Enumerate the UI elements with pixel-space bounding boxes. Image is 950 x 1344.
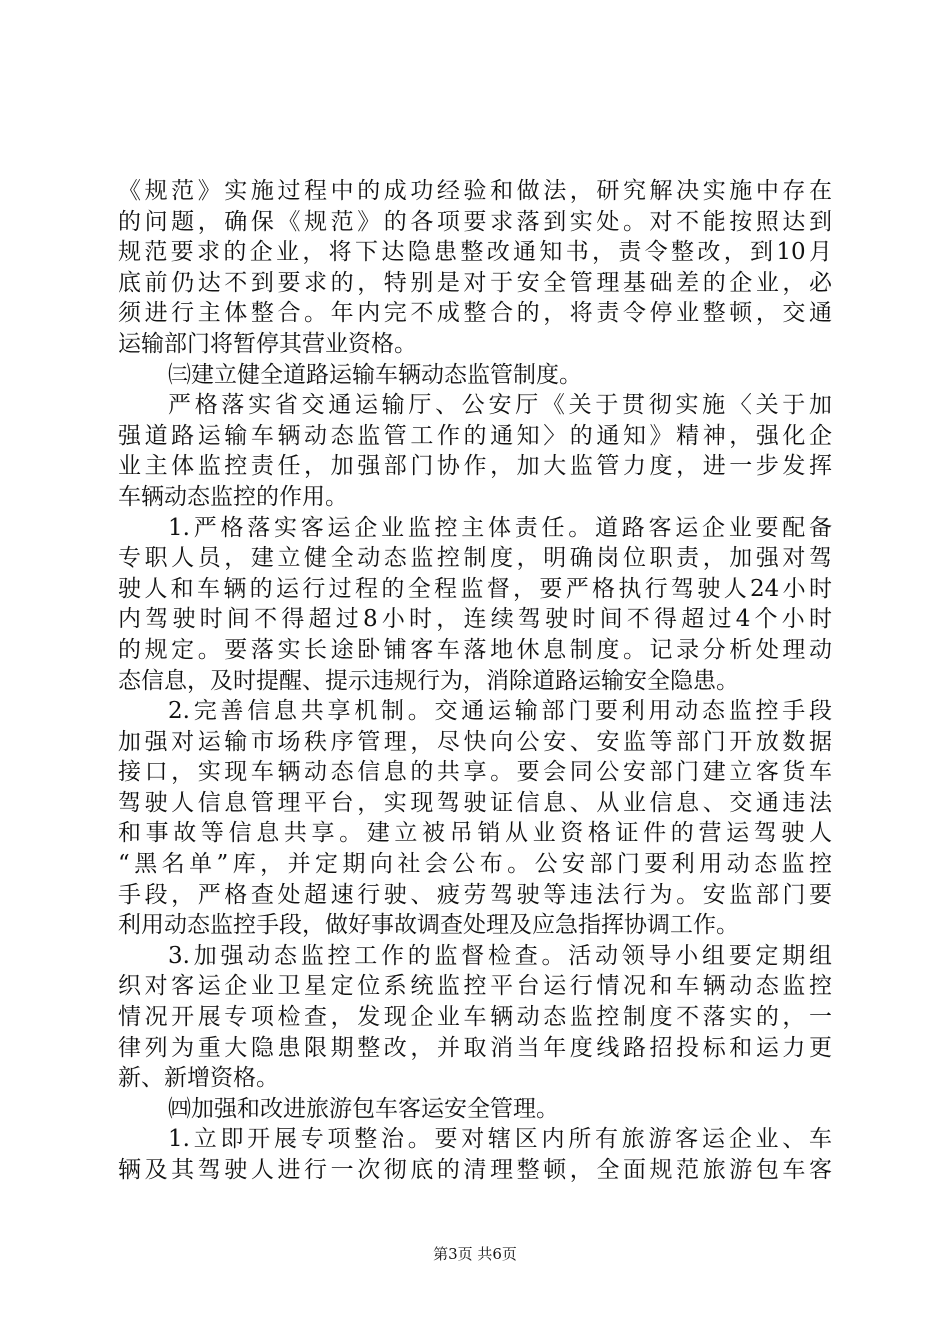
text-line: 驶人和车辆的运行过程的全程监督，要严格执行驾驶人24小时: [118, 575, 832, 602]
text-line: 《规范》实施过程中的成功经验和做法，研究解决实施中存在: [118, 178, 832, 204]
text-line: 律列为重大隐患限期整改，并取消当年度线路招投标和运力更: [118, 1034, 832, 1061]
text-line: 新、新增资格。: [118, 1065, 279, 1092]
text-line: 态信息，及时提醒、提示违规行为，消除道路运输安全隐患。: [118, 667, 739, 694]
text-line: 严格落实省交通运输厅、公安厅《关于贯彻实施〈关于加: [168, 392, 832, 419]
text-line: 加强对运输市场秩序管理，尽快向公安、安监等部门开放数据: [118, 728, 832, 755]
text-line: 辆及其驾驶人进行一次彻底的清理整顿，全面规范旅游包车客: [118, 1157, 832, 1183]
text-line: 业主体监控责任，加强部门协作，加大监管力度，进一步发挥: [118, 453, 832, 480]
document-body: [118, 176, 832, 1186]
text-line: ㈢建立健全道路运输车辆动态监管制度。: [168, 361, 582, 388]
text-line: 2.完善信息共享机制。交通运输部门要利用动态监控手段: [168, 698, 832, 725]
text-line: 强道路运输车辆动态监管工作的通知〉的通知》精神，强化企: [118, 422, 832, 449]
text-line: 1.严格落实客运企业监控主体责任。道路客运企业要配备: [168, 514, 832, 541]
text-line: 接口，实现车辆动态信息的共享。要会同公安部门建立客货车: [118, 759, 832, 786]
text-line: 内驾驶时间不得超过8小时，连续驾驶时间不得超过4个小时: [118, 606, 832, 633]
text-line: 和事故等信息共享。建立被吊销从业资格证件的营运驾驶人: [118, 820, 832, 847]
text-line: 底前仍达不到要求的，特别是对于安全管理基础差的企业，必: [118, 269, 832, 296]
text-line: 1.立即开展专项整治。要对辖区内所有旅游客运企业、车: [168, 1126, 832, 1153]
text-line: 的规定。要落实长途卧铺客车落地休息制度。记录分析处理动: [118, 636, 832, 663]
text-line: 的问题，确保《规范》的各项要求落到实处。对不能按照达到: [118, 208, 832, 235]
text-line: 运输部门将暂停其营业资格。: [118, 330, 417, 357]
text-line: 情况开展专项检查，发现企业车辆动态监控制度不落实的，一: [118, 1004, 832, 1031]
text-line: 须进行主体整合。年内完不成整合的，将责令停业整顿，交通: [118, 300, 832, 327]
text-line: 3.加强动态监控工作的监督检查。活动领导小组要定期组: [168, 942, 832, 969]
text-line: 织对客运企业卫星定位系统监控平台运行情况和车辆动态监控: [118, 973, 832, 1000]
text-line: 利用动态监控手段，做好事故调查处理及应急指挥协调工作。: [118, 912, 739, 939]
text-line: 专职人员，建立健全动态监控制度，明确岗位职责，加强对驾: [118, 545, 832, 572]
text-line: ㈣加强和改进旅游包车客运安全管理。: [168, 1095, 559, 1122]
text-line: 车辆动态监控的作用。: [118, 483, 348, 510]
text-line: 驾驶人信息管理平台，实现驾驶证信息、从业信息、交通违法: [118, 789, 832, 816]
text-line: 规范要求的企业，将下达隐患整改通知书，责令整改，到10月: [118, 239, 832, 266]
text-line: 手段，严格查处超速行驶、疲劳驾驶等违法行为。安监部门要: [118, 881, 832, 908]
page-footer: 第3页 共6页: [433, 1245, 517, 1263]
text-line: “黑名单”库，并定期向社会公布。公安部门要利用动态监控: [118, 851, 832, 878]
